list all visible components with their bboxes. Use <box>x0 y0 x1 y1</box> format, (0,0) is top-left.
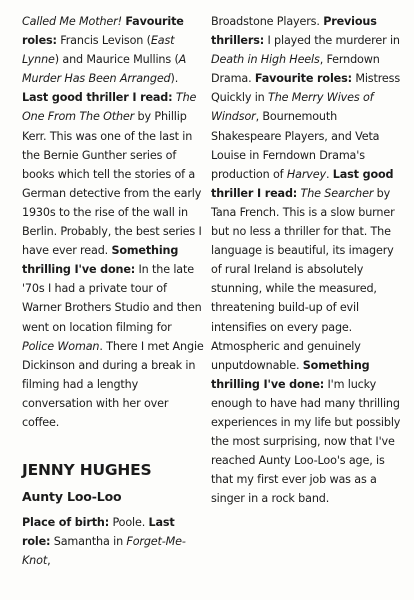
profile-text-2 <box>22 513 204 570</box>
text-run: , Ferndown Drama. <box>211 53 380 86</box>
bold-label: Something thrilling I've done: <box>22 244 179 277</box>
italic-title: The One From The Other <box>22 91 197 124</box>
italic-title: The Searcher <box>300 186 374 200</box>
text-run: Poole. <box>109 516 149 530</box>
italic-title: Death in High Heels <box>211 53 320 67</box>
left-column <box>22 12 204 570</box>
profile-text-1 <box>22 12 204 432</box>
italic-title: A Murder Has Been Arranged <box>22 53 187 86</box>
italic-title: Forget-Me-Knot <box>22 535 186 568</box>
text-run: ) and Maurice Mullins ( <box>54 53 179 67</box>
person-name-heading: JENNY HUGHES <box>22 461 152 480</box>
text-run: ). <box>170 72 179 86</box>
bold-label: Something thrilling I've done: <box>211 358 370 391</box>
bold-label: Place of birth: <box>22 516 110 530</box>
text-run: In the late '70s I had a private tour of Warner Brothers Studio and then went on location filming for <box>22 263 202 334</box>
text-run: , <box>47 554 51 568</box>
bold-label: Favourite roles: <box>254 72 352 86</box>
text-run: , Bournemouth Shakespeare Players, and Veta Louise in Ferndown Drama's production of <box>211 110 380 181</box>
bold-label: Last good thriller I read: <box>22 91 173 105</box>
italic-title: Police Woman <box>22 339 100 353</box>
text-run: by Phillip Kerr. This was one of the last in the Bernie Gunther series of books which tell the stories of a German detective from the early 1930s to the rise of the wall in Berlin. Probably, the best series I have ever read. <box>22 110 202 258</box>
text-run: Francis Levison ( <box>56 34 151 48</box>
text-run: by Tana French. This is a slow burner but no less a thriller for that. The language is beautiful, its imagery of rural Ireland is absolutely stunning, while the measured, threatening build-up of evil intensifies on every page. Atmospheric and genuinely unputdownable. <box>211 186 395 372</box>
profile-text-3 <box>211 12 401 508</box>
italic-title: Called Me Mother! <box>22 15 122 28</box>
text-run: I'm lucky enough to have had many thrilling experiences in my life but possibly the most surprising, now that I've reached Aunty Loo-Loo's age, is that my first ever job was as a singer in a rock band. <box>211 377 401 506</box>
right-column <box>211 12 401 508</box>
text-run: . <box>325 167 333 181</box>
text-run: Broadstone Players. <box>211 15 324 28</box>
text-run: Mistress Quickly in <box>211 72 400 105</box>
text-run: Samantha in <box>50 535 127 549</box>
italic-title: Harvey <box>286 167 326 181</box>
bold-label: Favourite roles: <box>22 15 184 48</box>
italic-title: East Lynne <box>22 34 175 67</box>
italic-title: The Merry Wives of Windsor <box>211 91 374 124</box>
bold-label: Last role: <box>22 516 175 549</box>
bold-label: Last good thriller I read: <box>211 167 394 200</box>
character-subheading: Aunty Loo-Loo <box>22 489 122 505</box>
bold-label: Previous thrillers: <box>211 15 377 48</box>
text-run: . There I met Angie Dickinson and during a break in filming had a lengthy conversation with her over coffee. <box>22 339 204 429</box>
text-run: I played the murderer in <box>264 34 400 48</box>
